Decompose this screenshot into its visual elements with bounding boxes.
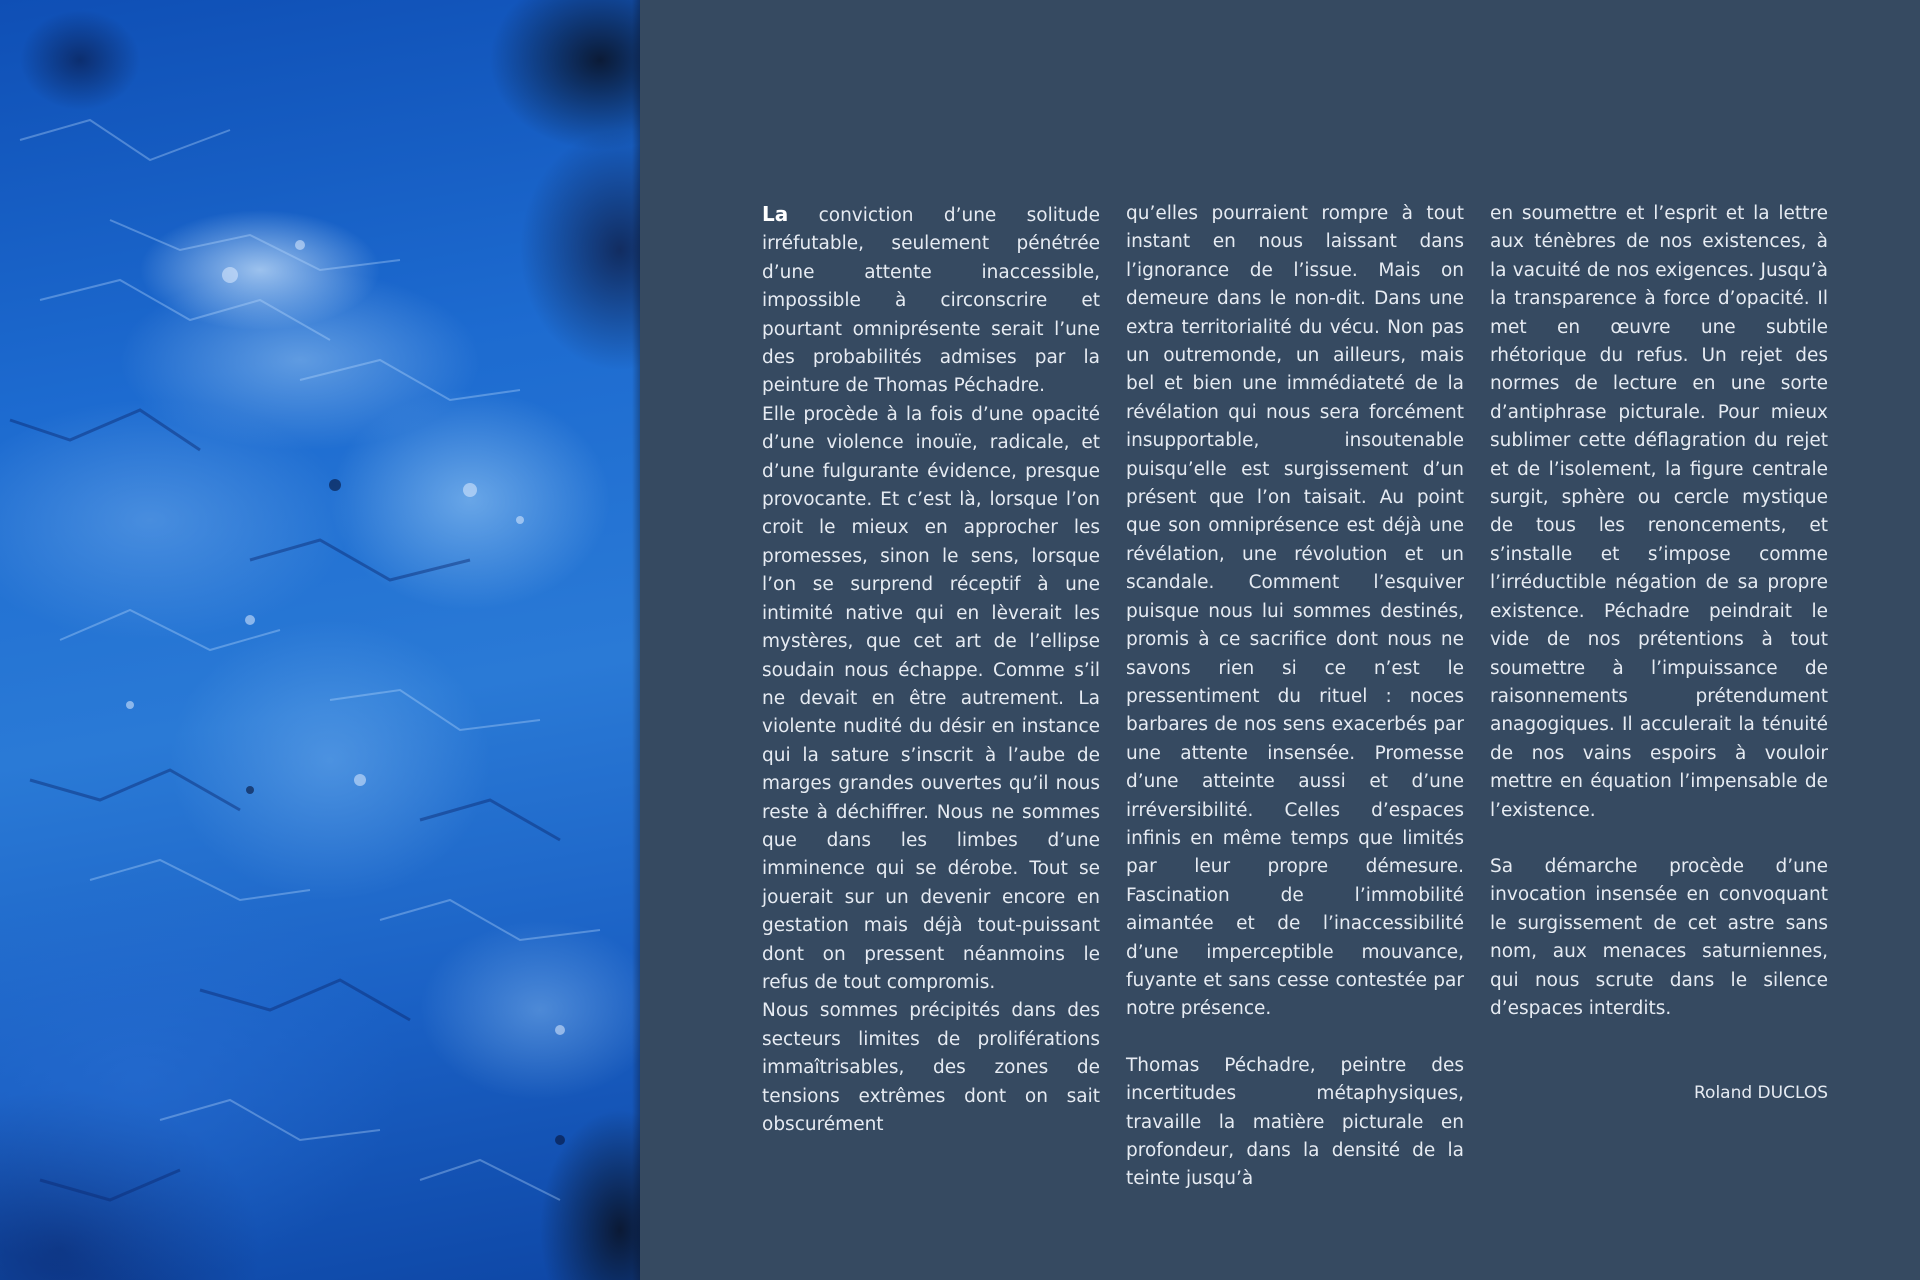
paragraph [762, 200, 1100, 401]
paragraph: Thomas Péchadre, peintre des incertitudes métaphysiques, travaille la matière picturale en profondeur, dans la densité de la teinte jusqu’à [1126, 1054, 1464, 1190]
lead-word: La [762, 202, 789, 226]
paragraph: en soumettre et l’esprit et la lettre aux ténèbres de nos existences, à la vacuité de nos exigences. Jusqu’à la transparence à force d’opacité. Il met en œuvre une subtile rhétorique du refus. Un rejet des normes de lecture en une sorte d’antiphrase picturale. Pour mieux sublimer cette déflagration du rejet et de l’isolement, la figure centrale surgit, sphère ou cercle mystique de tous les renoncements, et s’installe et s’impose comme l’irréductible négation de sa propre existence. Péchadre peindrait le vide de nos prétentions à tout soumettre à l’impuissance de raisonnements prétendument anagogiques. Il acculerait la ténuité de nos vains espoirs à vouloir mettre en équation l’impensable de l’existence. [1490, 203, 1828, 821]
paragraph: Sa démarche procède d’une invocation insensée en convoquant le surgissement de cet astre sans nom, aux menaces saturniennes, qui nous scrute dans le silence d’espaces interdits. [1490, 855, 1828, 1019]
text-column-3 [1490, 200, 1828, 1108]
painting-edge-shadow [632, 0, 640, 1280]
paragraph: qu’elles pourraient rompre à tout instant en nous laissant dans l’ignorance de l’issue. Mais on demeure dans le non-dit. Dans une extra territorialité du vécu. Non pas un outremonde, un ailleurs, mais bel et bien une immédiateté de la révélation qui nous sera forcément insupportable, insoutenable puisqu’elle est surgissement d’un présent que l’on taisait. Au point que son omniprésence est déjà une révélation, une révolution et un scandale. Comment l’esquiver puisque nous lui sommes destinés, promis à ce sacrifice dont nous ne savons rien si ce n’est le pressentiment du rituel : noces barbares de nos sens exacerbés par une attente insensée. Promesse d’une atteinte aussi et d’une irréversibilité. Celles d’espaces infinis en même temps que limités par leur propre démesure. Fascination de l’immobilité aimantée et de l’inaccessibilité d’une imperceptible mouvance, fuyante et sans cesse contestée par notre présence. [1126, 203, 1464, 1020]
author-signature: Roland DUCLOS [1694, 1083, 1828, 1104]
blue-painting-image [0, 0, 640, 1280]
painting-texture [0, 0, 640, 1280]
article-text [762, 200, 1830, 1190]
text-column-1 [762, 200, 1100, 1139]
text-column-2 [1126, 200, 1464, 1194]
paragraph-text: conviction d’une solitude irréfutable, seulement pénétrée d’une attente inaccessible, impossible à circonscrire et pourtant omniprésente serait l’une des probabilités admises par la peinture de Thomas Péchadre. [762, 205, 1100, 397]
paragraph: Elle procède à la fois d’une opacité d’une violence inouïe, radicale, et d’une fulgurante évidence, presque provocante. Et c’est là, lorsque l’on croit le mieux en approcher les promesses, sinon le sens, lorsque l’on se surprend réceptif à une intimité native qui en lèverait les mystères, que cet art de l’ellipse soudain nous échappe. Comme s’il ne devait en être autrement. La violente nudité du désir en instance qui la sature s’inscrit à l’aube de marges grandes ouvertes qu’il nous reste à déchiffrer. Nous ne sommes que dans les limbes d’une imminence qui se dérobe. Tout se jouerait sur un devenir encore en gestation mais déjà tout-puissant dont on pressent néanmoins le refus de tout compromis. [762, 403, 1100, 993]
paragraph: Nous sommes précipités dans des secteurs limites de proliférations immaîtrisables, des zones de tensions extrêmes dont on sait obscurément [762, 1000, 1100, 1135]
